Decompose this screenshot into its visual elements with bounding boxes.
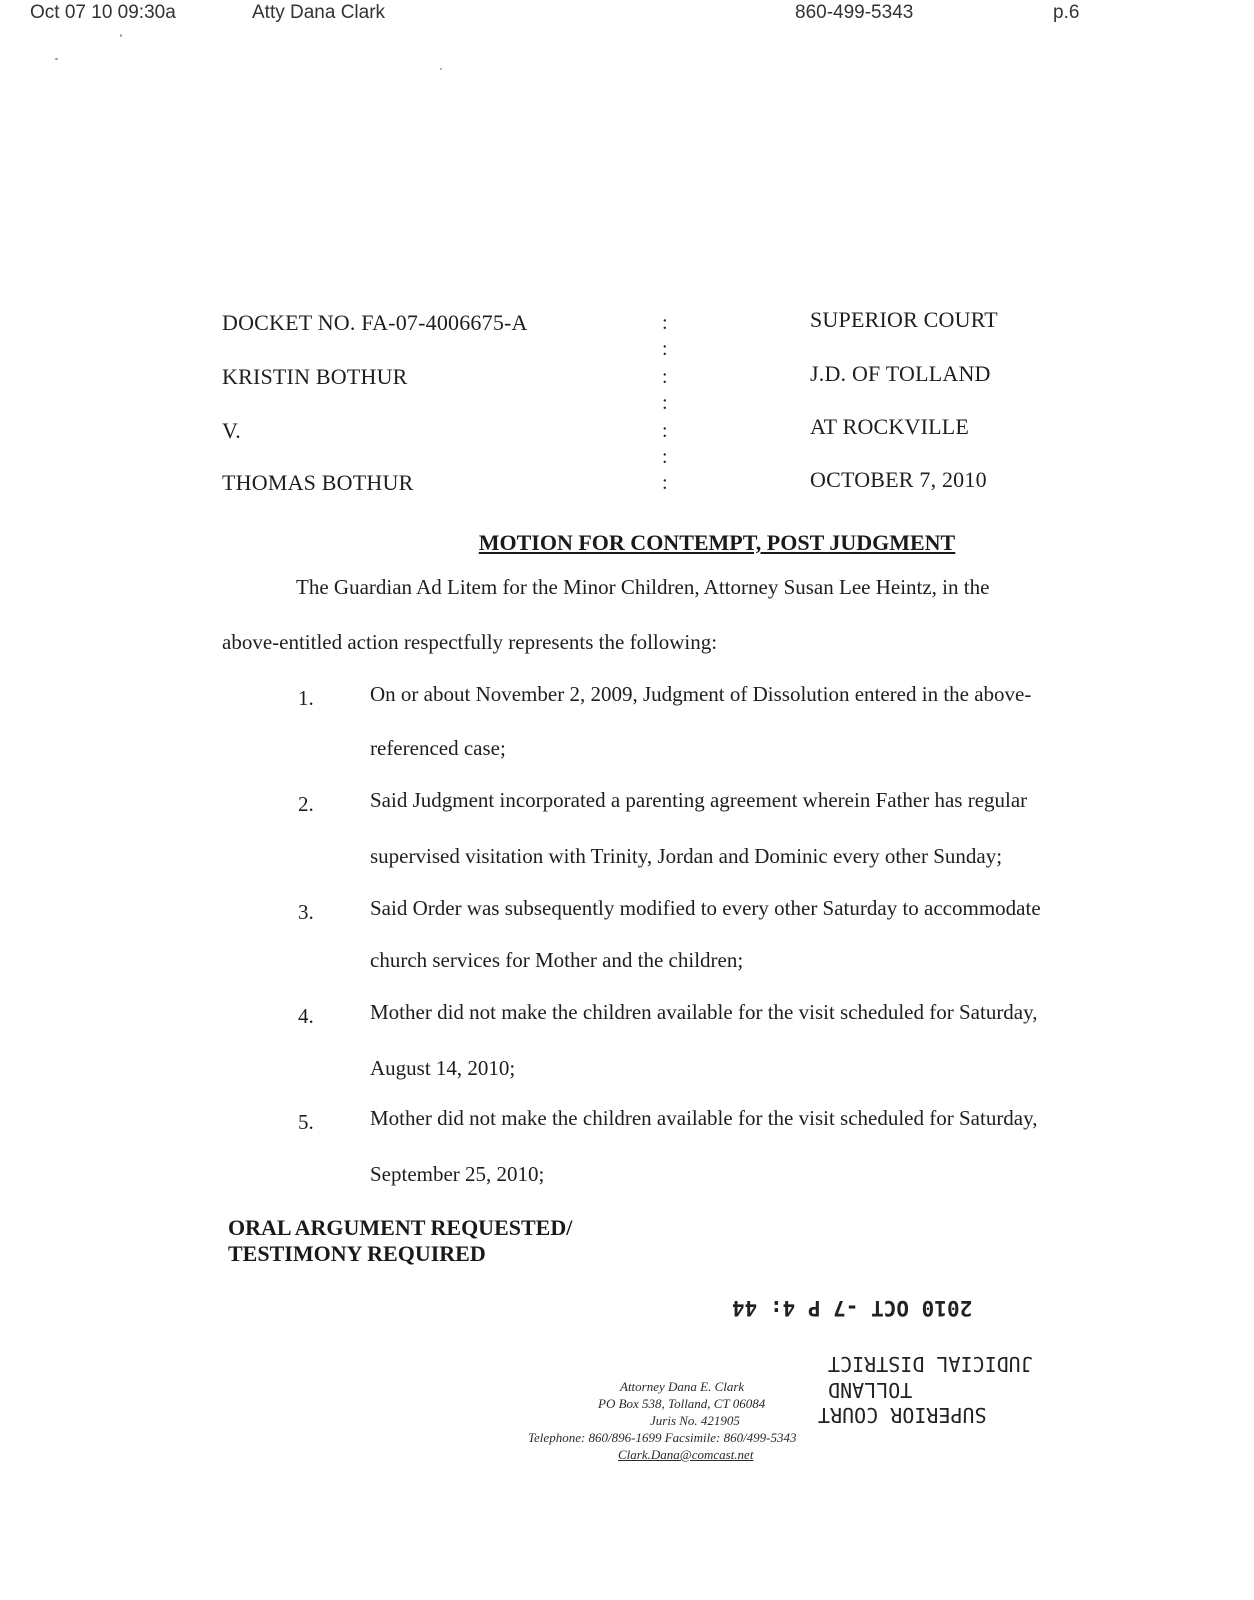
intro-line-2: above-entitled action respectfully represents the following: — [222, 630, 718, 654]
caption-colon: : — [662, 338, 668, 360]
caption-colon: : — [662, 472, 668, 494]
fax-sender: Atty Dana Clark — [252, 2, 386, 23]
caption-colon: : — [662, 312, 668, 334]
list-item-text: church services for Mother and the children; — [370, 948, 744, 972]
court-name: SUPERIOR COURT — [810, 307, 998, 332]
list-item-text: Mother did not make the children available for the visit scheduled for Saturday, — [370, 1106, 1038, 1130]
court-received-stamp-date: 2010 OCT -7 P 4: 44 — [732, 1296, 973, 1320]
fax-phone: 860-499-5343 — [795, 2, 914, 23]
motion-title: MOTION FOR CONTEMPT, POST JUDGMENT — [478, 530, 956, 555]
testimony-required: TESTIMONY REQUIRED — [228, 1241, 486, 1266]
caption-colon: : — [662, 366, 668, 388]
list-item-text: On or about November 2, 2009, Judgment of Dissolution entered in the above- — [370, 682, 1032, 706]
attorney-name: Attorney Dana E. Clark — [620, 1379, 745, 1394]
list-item-number: 2. — [298, 792, 314, 816]
list-item-number: 4. — [298, 1004, 314, 1028]
list-item-number: 3. — [298, 900, 314, 924]
scan-speck — [440, 68, 442, 70]
caption-colon: : — [662, 420, 668, 442]
fax-datetime: Oct 07 10 09:30a — [30, 2, 176, 23]
attorney-letterhead — [520, 1378, 940, 1463]
judicial-district: J.D. OF TOLLAND — [810, 361, 991, 386]
court-location: AT ROCKVILLE — [810, 414, 970, 439]
list-item-text: supervised visitation with Trinity, Jordan and Dominic every other Sunday; — [370, 844, 1003, 868]
list-item-text: Said Order was subsequently modified to every other Saturday to accommodate — [370, 896, 1041, 920]
versus-label: V. — [222, 418, 241, 443]
caption-colon: : — [662, 392, 668, 414]
defendant-name: THOMAS BOTHUR — [222, 470, 414, 495]
list-item-text: referenced case; — [370, 736, 506, 760]
scan-speck — [55, 58, 58, 60]
court-stamp-line: SUPERIOR COURT — [818, 1403, 987, 1427]
intro-line-1: The Guardian Ad Litem for the Minor Children, Attorney Susan Lee Heintz, in the — [296, 575, 990, 599]
attorney-email-link[interactable]: Clark.Dana@comcast.net — [618, 1447, 754, 1462]
fax-page: p.6 — [1053, 2, 1080, 23]
list-item-text: August 14, 2010; — [370, 1056, 516, 1080]
filing-date: OCTOBER 7, 2010 — [810, 467, 987, 492]
plaintiff-name: KRISTIN BOTHUR — [222, 364, 408, 389]
scan-speck — [120, 34, 122, 37]
list-item-number: 5. — [298, 1110, 314, 1134]
list-item-text: Said Judgment incorporated a parenting agreement wherein Father has regular — [370, 788, 1028, 812]
list-item-text: Mother did not make the children available for the visit scheduled for Saturday, — [370, 1000, 1038, 1024]
oral-argument-requested: ORAL ARGUMENT REQUESTED/ — [228, 1215, 573, 1240]
attorney-address: PO Box 538, Tolland, CT 06084 — [598, 1396, 766, 1411]
court-stamp-line: JUDICIAL DISTRICT — [828, 1352, 1033, 1376]
docket-number: DOCKET NO. FA-07-4006675-A — [222, 310, 528, 335]
court-stamp-line: TOLLAND — [828, 1378, 913, 1402]
list-item-number: 1. — [298, 686, 314, 710]
caption-colon: : — [662, 446, 668, 468]
phone-fax: Telephone: 860/896-1699 Facsimile: 860/499-5343 — [528, 1430, 797, 1445]
juris-number: Juris No. 421905 — [650, 1413, 740, 1428]
list-item-text: September 25, 2010; — [370, 1162, 545, 1186]
